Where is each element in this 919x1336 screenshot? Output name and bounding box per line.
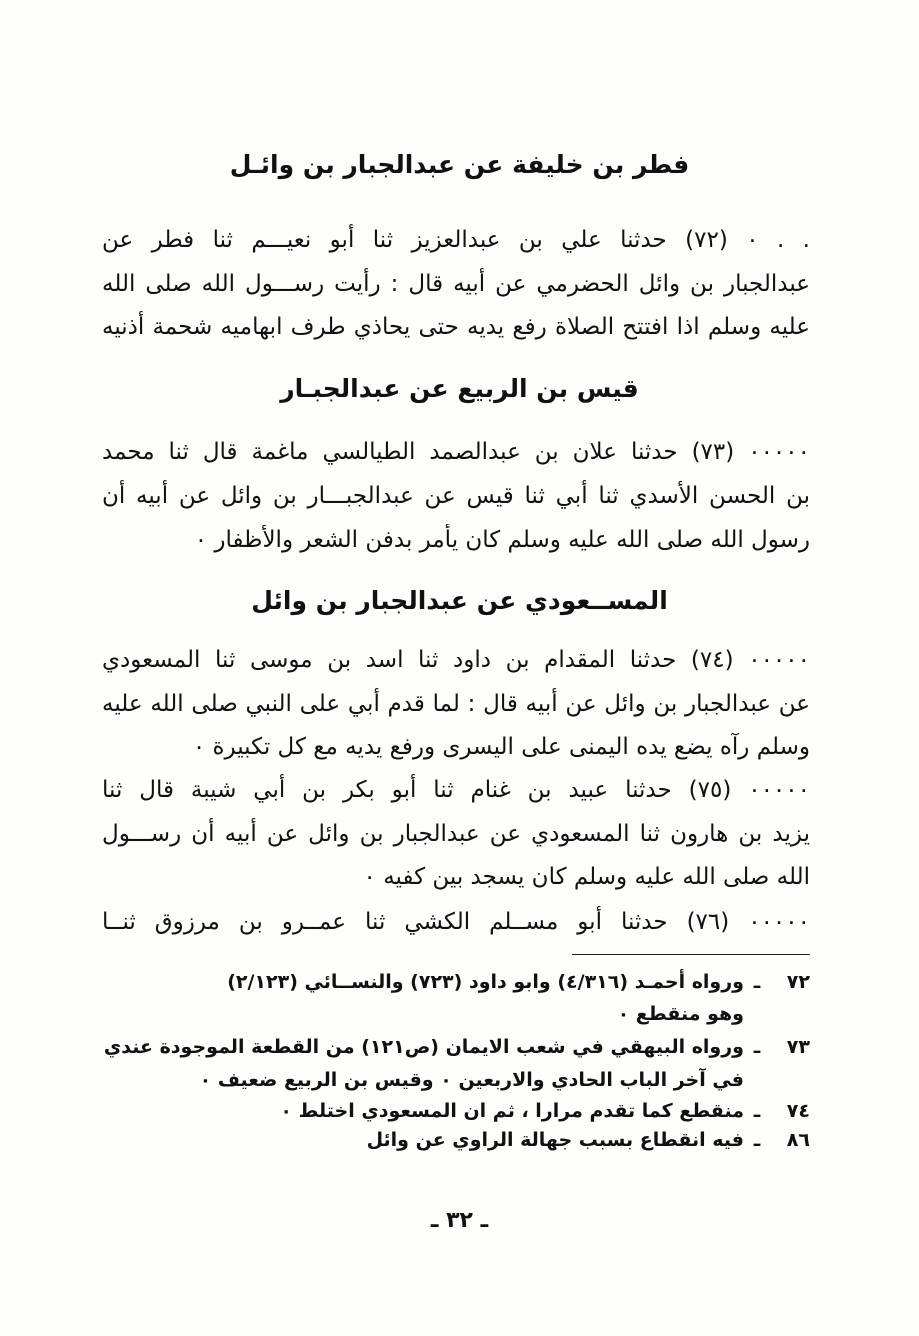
hadith-line: يزيد بن هارون ثنا المسعودي عن عبدالجبار بن وائل عن أبيه أن رســـول (102, 821, 810, 847)
footnote-number: ٧٢ (786, 971, 810, 993)
footnote (102, 1097, 810, 1125)
footnote-number: ٨٦ (786, 1129, 810, 1151)
footnote-text: فيه انقطاع بسبب جهالة الراوي عن وائل (366, 1129, 744, 1151)
footnote-text: في آخر الباب الحادي والاربعين ٠ وقيس بن الربيع ضعيف ٠ (199, 1069, 744, 1091)
footnote-dash: ـ (753, 1100, 761, 1122)
footnote (102, 968, 810, 996)
footnote-continuation (102, 1000, 810, 1028)
footnote-text: منقطع كما تقدم مرارا ، ثم ان المسعودي اختلط ٠ (280, 1100, 744, 1122)
footnote-dash: ـ (753, 1129, 761, 1151)
footnote-continuation (102, 1066, 810, 1094)
hadith-line: ٠٠٠٠٠ (٧٦) حدثنا أبو مســلم الكشي ثنا عمــرو بن مرزوق ثنــا (102, 909, 810, 935)
footnote-dash: ـ (753, 971, 761, 993)
hadith-line: وسلم رآه يضع يده اليمنى على اليسرى ورفع يديه مع كل تكبيرة ٠ (192, 734, 810, 760)
footnote-divider (572, 954, 810, 955)
section-heading-masudi: المســعودي عن عبدالجبار بن وائل (251, 586, 668, 615)
footnote-dash: ـ (753, 1036, 761, 1058)
hadith-line: رسول الله صلى الله عليه وسلم كان يأمر بدفن الشعر والأظفار ٠ (194, 527, 810, 553)
hadith-line: عن عبدالجبار بن وائل عن أبيه قال : لما قدم أبي على النبي صلى الله عليه (102, 691, 810, 717)
footnote-number: ٧٣ (786, 1036, 810, 1058)
hadith-line: بن الحسن الأسدي ثنا أبي ثنا قيس عن عبدالجبـــار بن وائل عن أبيه أن (102, 483, 810, 509)
hadith-line: . . ٠ (٧٢) حدثنا علي بن عبدالعزيز ثنا أبو نعيـــم ثنا فطر عن (102, 227, 810, 253)
footnote-number: ٧٤ (786, 1100, 810, 1122)
footnote-text: ورواه البيهقي في شعب الايمان (ص١٢١) من القطعة الموجودة عندي (103, 1036, 744, 1058)
footnote-text: ورواه أحمـد (٤/٣١٦) وابو داود (٧٢٣) والنســائي (٢/١٢٣) (227, 971, 744, 993)
footnote-text: وهو منقطع ٠ (617, 1003, 744, 1025)
page-number: ـ ٣٢ ـ (430, 1208, 489, 1233)
section-heading-qays: قيس بن الربيع عن عبدالجبـار (280, 374, 639, 403)
hadith-line: ٠٠٠٠٠ (٧٥) حدثنا عبيد بن غنام ثنا أبو بكر بن أبي شيبة قال ثنا (102, 777, 810, 803)
hadith-line: ٠٠٠٠٠ (٧٤) حدثنا المقدام بن داود ثنا اسد بن موسى ثنا المسعودي (102, 647, 810, 673)
hadith-line: ٠٠٠٠٠ (٧٣) حدثنا علان بن عبدالصمد الطيالسي ماغمة قال ثنا محمد (102, 439, 810, 465)
footnote (102, 1033, 810, 1061)
hadith-line: الله صلى الله عليه وسلم كان يسجد بين كفيه ٠ (363, 864, 810, 890)
section-heading-qutr: فطر بن خليفة عن عبدالجبار بن وائـل (229, 150, 690, 179)
hadith-line: عليه وسلم اذا افتتح الصلاة رفع يديه حتى يحاذي طرف ابهاميه شحمة أذنيه (102, 314, 810, 340)
hadith-line: عبدالجبار بن وائل الحضرمي عن أبيه قال : رأيت رســـول الله صلى الله (102, 271, 810, 297)
footnote (102, 1126, 810, 1154)
